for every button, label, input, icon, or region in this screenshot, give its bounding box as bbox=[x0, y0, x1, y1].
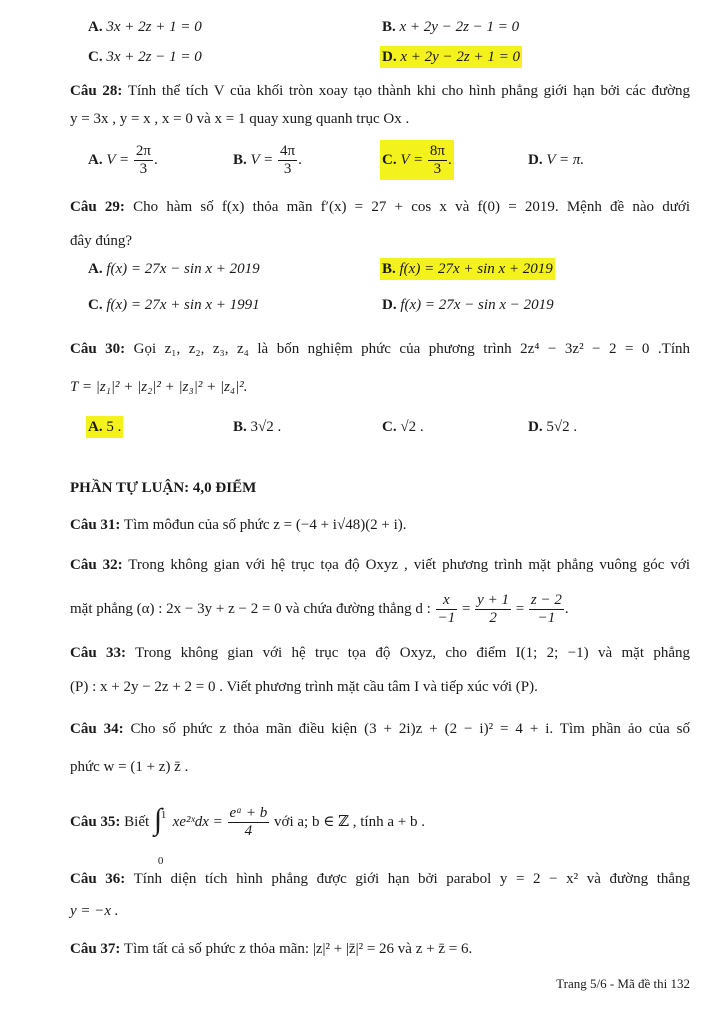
q30-line1: Câu 30: Gọi z₁, z₂, z₃, z₄ là bốn nghiệm phức của phương trình 2z⁴ − 3z² − 2 = 0 .Tính bbox=[70, 341, 690, 357]
q28-b-fraction: $\frac{4\pi}{3}$ bbox=[280, 143, 296, 178]
q30-option-c: C. √2 . bbox=[382, 419, 424, 435]
q28-option-a: A. V = $\frac{2\pi}{3}$ . bbox=[88, 143, 158, 178]
q28-option-b: B. V = $\frac{4\pi}{3}$ . bbox=[233, 143, 302, 178]
q32-fraction-x: $\frac{x}{-1}$ bbox=[437, 592, 456, 627]
q35-fraction: $\frac{\text{eᵃ + b}}{4}$ bbox=[229, 805, 268, 840]
q29-line1: Câu 29: Cho hàm số f(x) thỏa mãn f′(x) = 27 + cos x và f(0) = 2019. Mệnh đề nào dưới bbox=[70, 199, 691, 215]
q36-line1: Câu 36: Tính diện tích hình phẳng được giới hạn bởi parabol y = 2 − x² và đường thẳng bbox=[70, 871, 691, 887]
q37-text: Câu 37: Tìm tất cả số phức z thỏa mãn: |z|² + |z̄|² = 26 và z + z̄ = 6. bbox=[70, 941, 473, 957]
q28-a-fraction: $\frac{2\pi}{3}$ bbox=[135, 143, 151, 178]
q30-option-b: B. 3√2 . bbox=[233, 419, 282, 435]
q31-text: Câu 31: Tìm môđun của số phức z = (−4 + i√48)(2 + i). bbox=[70, 517, 407, 533]
q30-option-d: D. 5√2 . bbox=[528, 419, 578, 435]
q30-option-a-highlighted: A. 5 . bbox=[86, 416, 123, 438]
q34-line2: phức w = (1 + z) z̄ . bbox=[70, 759, 189, 775]
page-footer: Trang 5/6 - Mã đề thi 132 bbox=[556, 976, 690, 991]
q33-line2: (P) : x + 2y − 2z + 2 = 0 . Viết phương trình mặt cầu tâm I và tiếp xúc với (P). bbox=[70, 679, 538, 695]
q35-text: Câu 35: Biết 1 ∫ 0 xe²ˣdx = $\frac{\text{eᵃ + b}}{4}$ với a; b ∈ ℤ , tính a + b . bbox=[70, 802, 425, 867]
q29-option-c: C. f(x) = 27x + sin x + 1991 bbox=[88, 297, 260, 313]
q34-line1: Câu 34: Cho số phức z thỏa mãn điều kiện (3 + 2i)z + (2 − i)² = 4 + i. Tìm phần ảo của số bbox=[70, 721, 691, 737]
q27-option-d-highlighted: D. x + 2y − 2z + 1 = 0 bbox=[380, 46, 522, 68]
q27-option-a: A. 3x + 2z + 1 = 0 bbox=[88, 19, 202, 35]
q36-line2: y = −x . bbox=[70, 903, 119, 919]
q32-fraction-z: $\frac{z - 2}{-1}$ bbox=[530, 592, 562, 627]
q27-option-c: C. 3x + 2z − 1 = 0 bbox=[88, 49, 202, 65]
q27-option-b: B. x + 2y − 2z − 1 = 0 bbox=[382, 19, 520, 35]
q32-line1: Câu 32: Trong không gian với hệ trục tọa độ Oxyz , viết phương trình mặt phẳng vuông góc với bbox=[70, 557, 690, 573]
q30-line2: T = |z₁|² + |z₂|² + |z₃|² + |z₄|². bbox=[70, 379, 248, 395]
q29-option-d: D. f(x) = 27x − sin x − 2019 bbox=[382, 297, 554, 313]
q29-option-b-highlighted: B. f(x) = 27x + sin x + 2019 bbox=[380, 258, 555, 280]
q29-line2: đây đúng? bbox=[70, 233, 133, 249]
integral-symbol: 1 ∫ 0 bbox=[153, 802, 167, 867]
q32-fraction-y: $\frac{y + 1}{2}$ bbox=[477, 592, 509, 627]
q32-line2: mặt phẳng (α) : 2x − 3y + z − 2 = 0 và chứa đường thẳng d : $\frac{x}{-1}$ = $\frac{y + 1}{2}$ = $\frac{z - 2}{-1}$ . bbox=[70, 592, 569, 627]
q29-option-a: A. f(x) = 27x − sin x + 2019 bbox=[88, 261, 260, 277]
q33-line1: Câu 33: Trong không gian với hệ trục tọa độ Oxyz, cho điểm I(1; 2; −1) và mặt phẳng bbox=[70, 645, 691, 661]
section-title: PHẦN TỰ LUẬN: 4,0 ĐIỂM bbox=[70, 480, 257, 496]
q28-c-fraction: $\frac{8\pi}{3}$ bbox=[429, 143, 445, 178]
q28-option-c-highlighted: C. V = $\frac{8\pi}{3}$ . bbox=[380, 140, 454, 180]
q28-line2: y = 3x , y = x , x = 0 và x = 1 quay xung quanh trục Ox . bbox=[70, 111, 410, 127]
q28-line1: Câu 28: Tính thể tích V của khối tròn xoay tạo thành khi cho hình phẳng giới hạn bởi các đường bbox=[70, 83, 691, 99]
q28-option-d: D. V = π. bbox=[528, 152, 585, 168]
